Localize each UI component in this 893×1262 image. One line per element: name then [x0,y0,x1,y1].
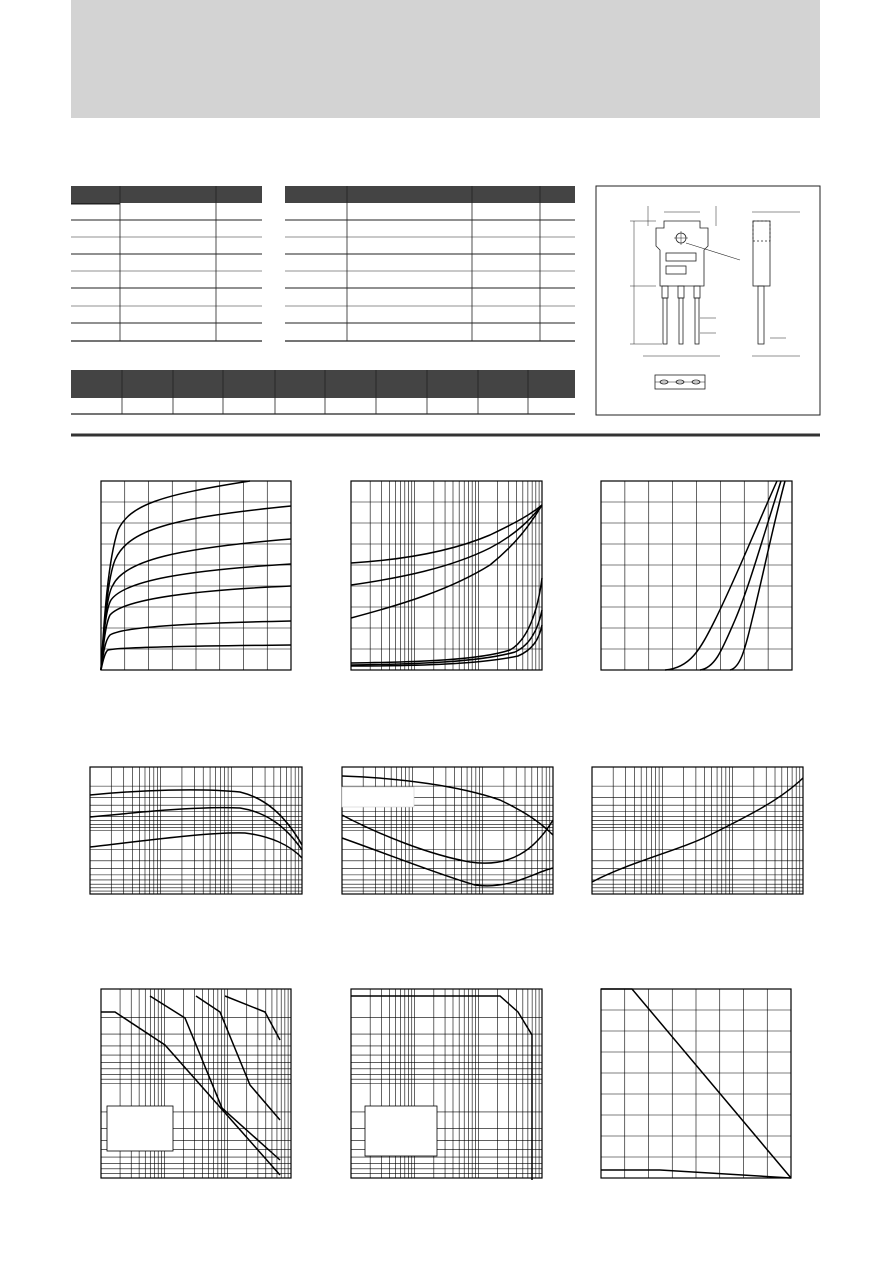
curves-ic-vbe [665,481,785,670]
electrical-characteristics-table [285,186,575,341]
curves-vcesat-ic [351,505,542,666]
legend-box-soa-dc [365,1106,437,1156]
graph-vcesat-ic [351,481,542,670]
legend-box-soa-pulse [107,1106,173,1151]
graph-thermal-resistance [592,767,803,894]
curves-thermal [592,778,803,882]
h-parameters-table [71,370,575,414]
graph-power-derating [601,989,791,1178]
package-drawing [596,186,820,415]
absolute-ratings-table [71,186,262,341]
graph-frame [351,481,542,670]
legend-box-switching [342,787,414,807]
curves-hfe-ic [90,790,302,858]
graph-hfe-ic [90,767,302,894]
graph-ic-vbe [601,481,792,670]
